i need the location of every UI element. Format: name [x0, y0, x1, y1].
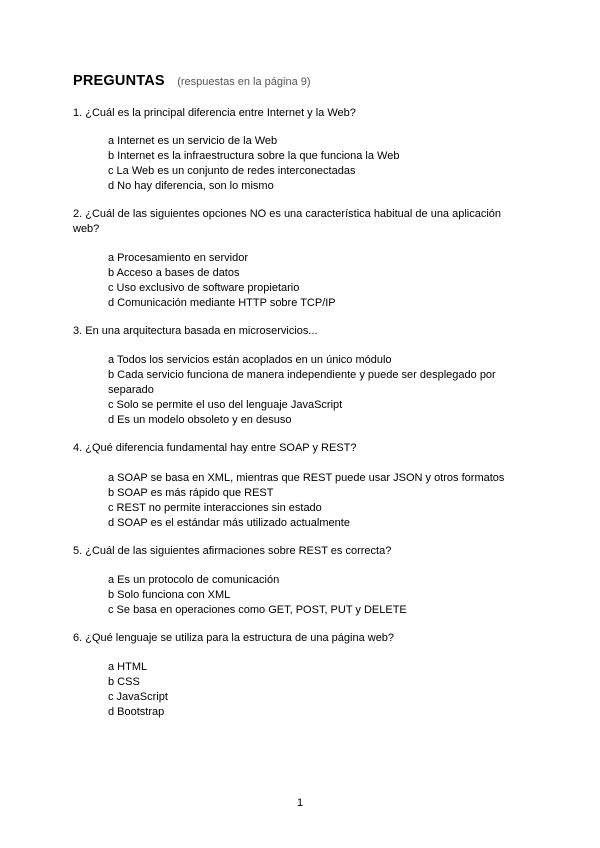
question-2-text: 2. ¿Cuál de las siguientes opciones NO es una característica habitual de una aplicación web?: [73, 208, 502, 235]
option-3b: b Cada servicio funciona de manera independiente y puede ser desplegado por separado: [108, 369, 496, 396]
option-3a: a Todos los servicios están acoplados en un único módulo: [108, 354, 392, 366]
option-3d: d Es un modelo obsoleto y en desuso: [108, 414, 292, 426]
option-5b: b Solo funciona con XML: [108, 589, 231, 601]
question-4-text: 4. ¿Qué diferencia fundamental hay entre SOAP y REST?: [73, 442, 357, 454]
question-3-options: [108, 353, 508, 428]
option-2a: a Procesamiento en servidor: [108, 252, 249, 264]
heading-title: PREGUNTAS: [73, 73, 165, 89]
question-4-options: [108, 471, 508, 531]
option-3c: c Solo se permite el uso del lenguaje JavaScript: [108, 399, 343, 411]
option-2b: b Acceso a bases de datos: [108, 267, 240, 279]
question-5-text: 5. ¿Cuál de las siguientes afirmaciones sobre REST es correcta?: [73, 545, 392, 557]
option-6d: d Bootstrap: [108, 706, 165, 718]
section-heading: [73, 72, 311, 90]
option-2d: d Comunicación mediante HTTP sobre TCP/IP: [108, 297, 336, 309]
option-4c: c REST no permite interacciones sin estado: [108, 502, 322, 514]
question-5-options: [108, 573, 508, 618]
question-6-text: 6. ¿Qué lenguaje se utiliza para la estructura de una página web?: [73, 632, 395, 644]
option-4d: d SOAP es el estándar más utilizado actualmente: [108, 517, 350, 529]
option-1b: b Internet es la infraestructura sobre la que funciona la Web: [108, 150, 400, 162]
question-1-options: [108, 134, 508, 194]
question-6-options: [108, 660, 508, 720]
heading-answers-note: (respuestas en la página 9): [177, 76, 311, 88]
question-1-text: 1. ¿Cuál es la principal diferencia entre Internet y la Web?: [73, 107, 356, 119]
option-1a: a Internet es un servicio de la Web: [108, 135, 278, 147]
question-3-text: 3. En una arquitectura basada en microservicios...: [73, 325, 318, 337]
page-number: 1: [296, 797, 304, 809]
option-5c: c Se basa en operaciones como GET, POST, PUT y DELETE: [108, 604, 407, 616]
option-6a: a HTML: [108, 661, 148, 673]
option-1c: c La Web es un conjunto de redes interconectadas: [108, 165, 356, 177]
option-6c: c JavaScript: [108, 691, 168, 703]
option-6b: b CSS: [108, 676, 140, 688]
option-4a: a SOAP se basa en XML, mientras que REST puede usar JSON y otros formatos: [108, 472, 505, 484]
option-5a: a Es un protocolo de comunicación: [108, 574, 280, 586]
option-4b: b SOAP es más rápido que REST: [108, 487, 274, 499]
question-2-options: [108, 251, 508, 311]
option-1d: d No hay diferencia, son lo mismo: [108, 180, 274, 192]
option-2c: c Uso exclusivo de software propietario: [108, 282, 300, 294]
